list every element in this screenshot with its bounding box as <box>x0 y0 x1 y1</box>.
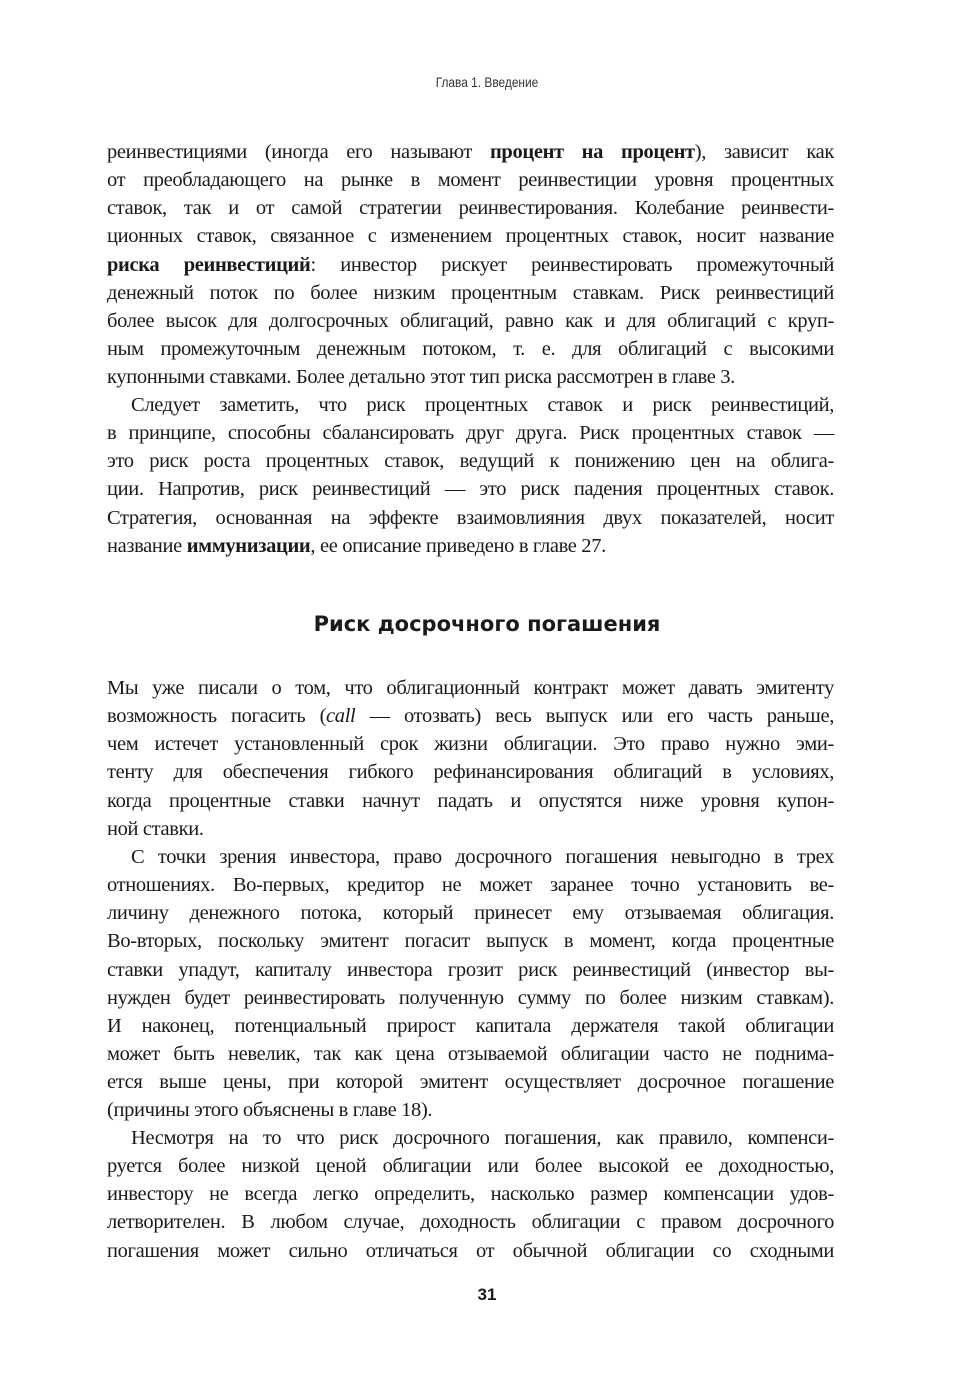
text-line: руется более низкой ценой облигации или более высокой ее доходностью, <box>107 1155 834 1178</box>
text-line: денежный поток по более низким процентным ставкам. Риск реинвестиций <box>107 281 834 304</box>
text-line: ным промежуточным денежным потоком, т. е. для облигаций с высокими <box>107 337 834 360</box>
text: название <box>107 534 187 557</box>
text: , ее описание приведено в главе 27. <box>310 534 606 557</box>
text-line: Мы уже писали о том, что облигационный контракт может давать эмитенту <box>107 677 834 699</box>
text: возможность погасить ( <box>107 705 327 728</box>
text-line: купонными ставками. Более детально этот тип риска рассмотрен в главе 3. <box>107 366 735 389</box>
text-line: ется выше цены, при которой эмитент осуществляет досрочное погашение <box>107 1071 834 1094</box>
text-line <box>107 138 834 166</box>
bold-term: процент на процент <box>489 141 695 163</box>
text-line: Во-вторых, поскольку эмитент погасит выпуск в момент, когда процентные <box>107 930 834 953</box>
text-line: ции. Напротив, риск реинвестиций — это риск падения процентных ставок. <box>107 478 834 501</box>
text-line: более высок для долгосрочных облигаций, равно как и для облигаций с круп- <box>107 309 834 332</box>
running-header: Глава 1. Введение <box>435 74 539 90</box>
section-heading: Риск досрочного погашения <box>313 612 661 636</box>
text-line: С точки зрения инвестора, право досрочного погашения невыгодно в трех <box>131 846 834 868</box>
text-line: ной ставки. <box>107 817 204 840</box>
text-line: инвестору не всегда легко определить, насколько размер компенсации удов- <box>107 1183 834 1206</box>
bold-term: иммунизации <box>186 534 311 557</box>
text-line: Несмотря на то что риск досрочного погашения, как правило, компенси- <box>131 1127 834 1149</box>
text-line <box>107 702 834 730</box>
text-line: И наконец, потенциальный прирост капитала держателя такой облигации <box>107 1014 834 1037</box>
paragraph-2 <box>107 391 834 560</box>
paragraph-5 <box>107 1124 834 1265</box>
bold-term: риска реинвестиций <box>107 253 311 276</box>
text-line: летворителен. В любом случае, доходность облигации с правом досрочного <box>107 1211 834 1234</box>
text-line: нужден будет реинвестировать полученную сумму по более низким ставкам). <box>107 986 834 1009</box>
text-line: ционных ставок, связанное с изменением процентных ставок, носит название <box>107 225 834 248</box>
text-line: в принципе, способны сбалансировать друг друга. Риск процентных ставок — <box>107 422 834 445</box>
text-line: чем истечет установленный срок жизни облигации. Это право нужно эми- <box>107 733 834 756</box>
text: — отозвать) весь выпуск или его часть раньше, <box>355 705 834 728</box>
text: : инвестор рискует реинвестировать промежуточный <box>310 253 834 276</box>
text-line: личину денежного потока, который принесет ему отзываемая облигация. <box>107 902 834 925</box>
text-line: это риск роста процентных ставок, ведущий к понижению цен на облига- <box>107 450 834 473</box>
text-line: (причины этого объяснены в главе 18). <box>107 1099 433 1122</box>
text-line: от преобладающего на рынке в момент реинвестиции уровня процентных <box>107 169 834 192</box>
text: реинвестициями (иногда его называют <box>107 141 490 163</box>
text-line: может быть невелик, так как цена отзываемой облигации часто не поднима- <box>107 1042 834 1065</box>
text-line: Стратегия, основанная на эффекте взаимовлияния двух показателей, носит <box>107 506 834 529</box>
paragraph-4 <box>107 843 834 1124</box>
text: ), зависит как <box>694 141 834 163</box>
italic-term: call <box>326 705 356 728</box>
text-line: погашения может сильно отличаться от обычной облигации со сходными <box>107 1239 834 1262</box>
text-line <box>107 532 834 560</box>
paragraph-3 <box>107 674 834 843</box>
text-line: Следует заметить, что риск процентных ставок и риск реинвестиций, <box>131 394 834 416</box>
page-number: 31 <box>477 1285 497 1304</box>
text-line <box>107 251 834 279</box>
text-line: тенту для обеспечения гибкого рефинансирования облигаций в условиях, <box>107 761 834 784</box>
text-line: ставок, так и от самой стратегии реинвестирования. Колебание реинвести- <box>107 197 834 220</box>
paragraph-1 <box>107 138 834 391</box>
text-line: когда процентные ставки начнут падать и опустятся ниже уровня купон- <box>107 789 834 812</box>
text-line: отношениях. Во-первых, кредитор не может заранее точно установить ве- <box>107 874 834 897</box>
text-line: ставки упадут, капиталу инвестора грозит риск реинвестиций (инвестор вы- <box>107 958 834 981</box>
